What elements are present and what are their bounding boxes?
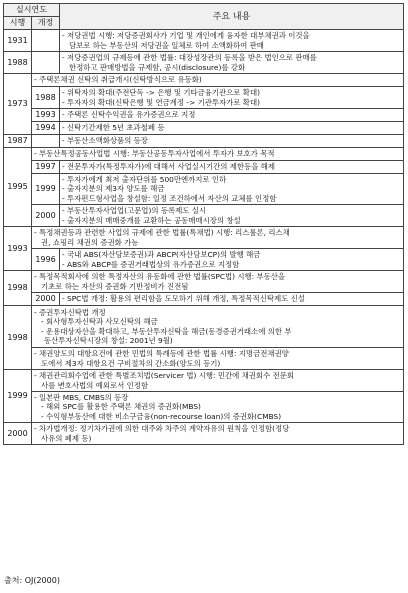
table-row — [4, 423, 404, 445]
table-row — [4, 52, 404, 74]
content-line: 사유의 폐제 등) — [41, 433, 92, 443]
content-cell — [32, 74, 404, 87]
content-cell — [32, 271, 404, 293]
content-cell — [60, 205, 404, 227]
content-line: 도에서 제3자 대항요건 구비절차의 간소화(양도의 등기) — [41, 358, 221, 368]
content-line: 권, 쇼핑리 채권의 증권화 가능 — [41, 237, 139, 247]
table-row — [4, 348, 404, 370]
revision-cell — [32, 52, 60, 74]
revision-cell: 1993 — [32, 109, 60, 122]
table-row — [4, 74, 404, 87]
content-line: - 해외 SPC를 활용한 주택론 채권의 증권화(MBS) — [41, 402, 201, 412]
content-line: - 주택론 신탁수익권을 유가증권으로 지정 — [62, 110, 196, 120]
content-line: - 특정목적회사에 의한 특정자산의 유동화에 관한 법률(SPC법) 시행: 부동산을 — [34, 272, 286, 282]
table-row — [4, 205, 404, 227]
table-row — [4, 161, 404, 174]
year-cell: 1988 — [4, 52, 32, 74]
year-cell: 1993 — [4, 227, 32, 271]
table-row — [4, 87, 404, 109]
content-line: 기초로 하는 자산의 증권화 기반정비가 진전됨 — [41, 281, 189, 291]
content-line: - SPC법 개정: 활용의 편리함을 도모하기 위해 개정, 특정목적신탁제도 신설 — [62, 294, 305, 304]
revision-cell: 1997 — [32, 161, 60, 174]
content-line: - 출자지분의 제3자 양도를 해금 — [62, 184, 165, 194]
content-cell — [32, 348, 404, 370]
content-cell — [32, 423, 404, 445]
content-line: 담보로 하는 부동산의 저당권을 일체로 하여 소액화하여 판매 — [69, 40, 264, 50]
revision-cell: 1996 — [32, 249, 60, 271]
year-cell: 1998 — [4, 306, 32, 370]
content-line: - 주택론채권 신탁의 취급개시(신탁방식으로 유동화) — [34, 75, 202, 85]
content-line: - 운용대상자산을 확대하고, 부동산투자신탁을 해금(동경증권거래소에 의한 부 — [41, 326, 292, 336]
content-cell — [60, 122, 404, 135]
content-line: - 수익형부동산에 대한 비소구금융(non-recourse loan)의 증권화(CMBS) — [41, 411, 282, 421]
revision-cell — [32, 135, 60, 148]
year-cell: 1999 — [4, 370, 32, 423]
content-cell — [32, 148, 404, 161]
content-cell — [60, 30, 404, 52]
content-line: - 위탁자의 확대(주전단독 -> 은행 및 기타금융기관으로 확대) — [62, 88, 260, 98]
content-line: - 저당증권업의 규제등에 관한 법률: 대장성장관의 등록을 받은 법인으로 판매를 — [62, 53, 317, 63]
table-row — [4, 392, 404, 423]
table-row — [4, 148, 404, 161]
content-line: 한정하고 판매방법을 규제함, 공시(disclosure)를 강화 — [69, 62, 246, 72]
year-cell: 1998 — [4, 271, 32, 306]
table-row — [4, 109, 404, 122]
revision-cell: 2000 — [32, 205, 60, 227]
content-line: - 특정채권등과 관련한 사업의 규제에 관한 법률(특채법) 시행: 리스룰론, 리스채 — [34, 228, 290, 238]
header-content: 주요 내용 — [60, 4, 404, 30]
table-row — [4, 293, 404, 306]
content-line: - 투자가에게 최저 출자단위를 500만엔까지로 인하 — [62, 175, 227, 185]
content-cell — [60, 174, 404, 205]
document-table-container — [3, 3, 404, 445]
year-cell: 1987 — [4, 135, 32, 148]
content-line: 동산투자신탁시장의 창설: 2001년 9월) — [44, 335, 173, 345]
content-line: - 채권양도의 대항요건에 관한 민법의 특례등에 관한 법률 시행: 지명금전채권양 — [34, 349, 289, 359]
content-line: - 출자지분의 매매중개를 교환하는 공동매매시장의 창설 — [62, 215, 241, 225]
content-line: - 차가법개정: 정기차가권에 의한 대주와 차주의 계약자유의 원칙을 인정함(정당 — [34, 424, 290, 434]
table-row — [4, 249, 404, 271]
content-line: - 부동산투자사업업(고문업)의 등록제도 실시 — [62, 206, 207, 216]
content-line: - ABS와 ABCP를 증권거래법상의 유가증권으로 지정함 — [62, 259, 240, 269]
content-cell — [60, 161, 404, 174]
revision-cell: 2000 — [32, 293, 60, 306]
content-line: - 국내 ABS(자산담보증권)과 ABCP(자산담보CP)의 발행 해금 — [62, 250, 261, 260]
content-line: - 부동산특정공동사업법 시행: 부동산공동투자사업에서 투자가 보호가 목적 — [34, 149, 275, 159]
content-line: - 신탁기간제한 5년 초과철폐 등 — [62, 123, 165, 133]
content-cell — [32, 392, 404, 423]
revision-cell: 1988 — [32, 87, 60, 109]
table-row — [4, 370, 404, 392]
content-line: - 저당권법 시행: 저당증권회사가 기업 및 개인에게 융자한 대부채권과 이것을 — [62, 31, 310, 41]
securitization-history-table — [3, 3, 404, 445]
content-cell — [60, 249, 404, 271]
content-line: - 투자자의 확대(신탁은행 및 연금계정 -> 기관투자가로 확대) — [62, 97, 260, 107]
table-row — [4, 271, 404, 293]
revision-cell — [32, 30, 60, 52]
table-row — [4, 174, 404, 205]
year-cell: 1995 — [4, 148, 32, 227]
content-cell — [32, 227, 404, 249]
header-enactment: 시행 — [4, 17, 32, 30]
revision-cell: 1999 — [32, 174, 60, 205]
content-line: - 전문투자가(특정투자가)에 대해서 사업실시기간의 제한등을 해제 — [62, 162, 275, 172]
revision-cell: 1994 — [32, 122, 60, 135]
content-line: - 일본판 MBS, CMBS의 등장 — [34, 393, 129, 403]
header-revision: 개정 — [32, 17, 60, 30]
table-row — [4, 306, 404, 348]
content-line: - 투자펀드형사업을 창설함: 일정 조건하에서 자산의 교체를 인정함 — [62, 193, 277, 203]
table-row — [4, 227, 404, 249]
content-line: - 회사형투자신탁과 사모신탁의 해금 — [41, 317, 158, 327]
table-row — [4, 135, 404, 148]
content-line: - 부동산소액화상품의 등장 — [62, 136, 148, 146]
year-cell: 1973 — [4, 74, 32, 135]
content-cell — [60, 135, 404, 148]
content-line: - 채권관리회수업에 관한 특별조치법(Servicer 법) 시행: 민간에 채권회수 전문회 — [34, 371, 294, 381]
content-cell — [60, 293, 404, 306]
content-cell — [32, 370, 404, 392]
source-note: 출처: OJ(2000) — [4, 576, 60, 585]
table-row — [4, 30, 404, 52]
content-line: 사를 변호사법의 예외로서 인정함 — [41, 380, 149, 390]
content-line: - 증권투자신탁법 개정 — [34, 308, 106, 318]
header-year-group: 실시연도 — [4, 4, 60, 17]
year-cell: 2000 — [4, 423, 32, 445]
table-row — [4, 122, 404, 135]
content-cell — [60, 109, 404, 122]
year-cell: 1931 — [4, 30, 32, 52]
content-cell — [32, 306, 404, 348]
content-cell — [60, 52, 404, 74]
content-cell — [60, 87, 404, 109]
